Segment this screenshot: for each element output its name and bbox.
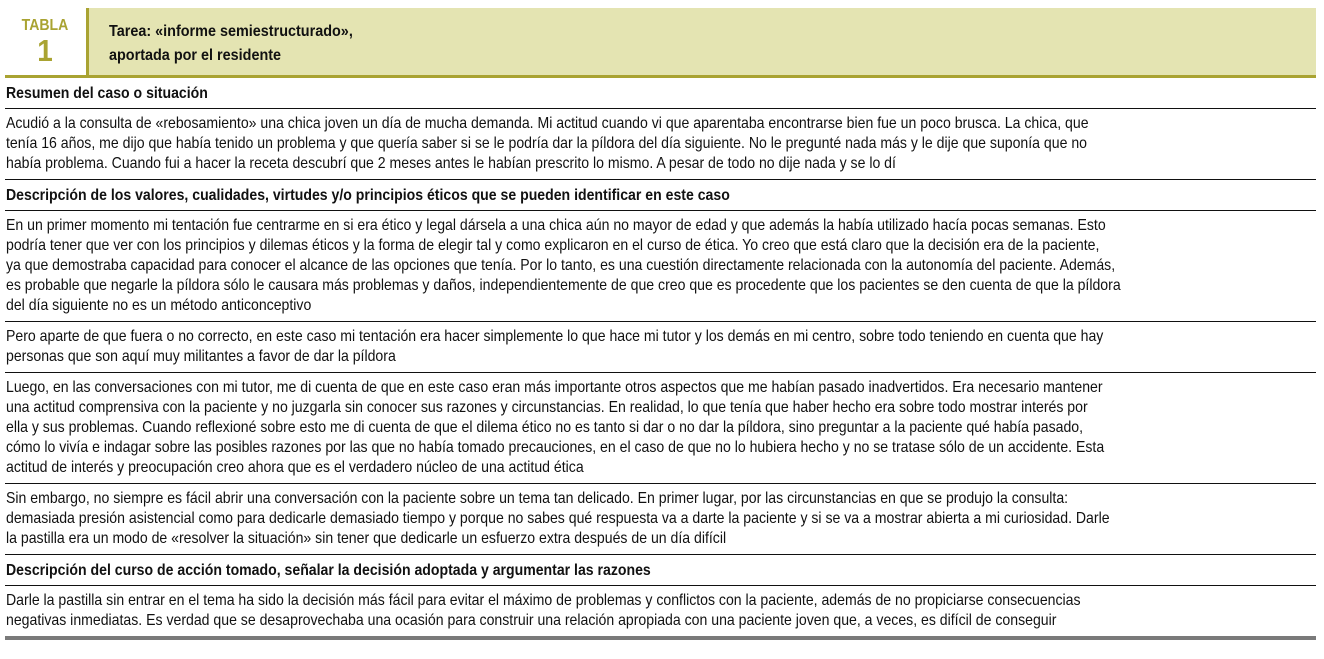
section-heading-summary [5, 78, 1316, 109]
paragraph-line: la pastilla era un modo de «resolver la situación» sin tener que dedicarle un esfuerzo extra después de un día difícil [6, 530, 727, 547]
paragraph-line: demasiada presión asistencial como para dedicarle demasiado tiempo y porque no sabes qué respuesta va a darte la paciente y si se va a mostrar abierta a mi curiosidad. Darle [6, 510, 1110, 527]
paragraph-line: una actitud comprensiva con la paciente y no juzgarla sin conocer sus razones y circunstancias. En realidad, lo que tenía que haber hecho era sobre todo mostrar interés por [6, 399, 1088, 416]
paragraph [5, 322, 1316, 373]
paragraph-line: cómo lo vivía e indagar sobre las posibles razones por las que no había tomado precauciones, en el caso de que no lo hubiera hecho y no se tratase sólo de un accidente. Esta [6, 439, 1105, 456]
paragraph-line: había problema. Cuando fui a hacer la receta descubrí que 2 meses antes le habían prescrito lo mismo. A pesar de todo no dije nada y se lo dí [6, 155, 896, 172]
paragraph [5, 586, 1316, 636]
footer-rule [5, 636, 1316, 640]
section-heading-text: Descripción del curso de acción tomado, señalar la decisión adoptada y argumentar las razones [6, 562, 651, 579]
paragraph-line: Acudió a la consulta de «rebosamiento» una chica joven un día de mucha demanda. Mi actitud cuando vi que aparentaba encontrarse bien fue un poco brusca. La chica, que [6, 115, 1089, 132]
paragraph-line: del día siguiente no es un método anticonceptivo [6, 297, 312, 314]
table-title-box [86, 8, 1316, 75]
paragraph-line: Sin embargo, no siempre es fácil abrir una conversación con la paciente sobre un tema tan delicado. En primer lugar, por las circunstancias en que se produjo la consulta: [6, 490, 1069, 507]
paragraph [5, 484, 1316, 555]
table-title-line-2: aportada por el residente [109, 47, 282, 64]
paragraph-line: negativas inmediatas. Es verdad que se desaprovechaba una ocasión para construir una relación apropiada con una paciente joven que, a veces, es difícil de conseguir [6, 612, 1057, 629]
paragraph [5, 109, 1316, 180]
table-badge-word: TABLA [21, 17, 69, 34]
section-heading-values [5, 180, 1316, 211]
table-badge [5, 8, 85, 75]
paragraph-line: podría tener que ver con los principios y dilemas éticos y la forma de elegir tal y como explicaron en el curso de ética. Yo creo que está claro que la decisión era de la paciente, [6, 237, 1100, 254]
paragraph [5, 373, 1316, 484]
paragraph-line: actitud de interés y preocupación creo ahora que es el verdadero núcleo de una actitud ética [6, 459, 584, 476]
paragraph-line: Luego, en las conversaciones con mi tutor, me di cuenta de que en este caso eran más importante otros aspectos que me habían pasado inadvertidos. Era necesario mantener [6, 379, 1103, 396]
paragraph-line: tenía 16 años, me dijo que había tenido un problema y que quería saber si se le podría dar la píldora del día siguiente. No le pregunté nada más y le dije que suponía que no [6, 135, 1087, 152]
paragraph-line: Pero aparte de que fuera o no correcto, en este caso mi tentación era hacer simplemente lo que hace mi tutor y los demás en mi centro, sobre todo teniendo en cuenta que hay [6, 328, 1104, 345]
section-heading-text: Resumen del caso o situación [6, 85, 208, 102]
table-document [5, 0, 1316, 640]
table-title-line-1: Tarea: «informe semiestructurado», [109, 23, 353, 40]
paragraph-line: personas que son aquí muy militantes a favor de dar la píldora [6, 348, 396, 365]
section-heading-course-of-action [5, 555, 1316, 586]
paragraph-line: Darle la pastilla sin entrar en el tema ha sido la decisión más fácil para evitar el máximo de problemas y conflictos con la paciente, además de no propiciarse consecuencias [6, 592, 1081, 609]
table-badge-number: 1 [37, 33, 53, 68]
paragraph-line: ella y sus problemas. Cuando reflexioné sobre esto me di cuenta de que el dilema ético no es tanto si dar o no dar la píldora, sino preguntar a la paciente qué había pasado, [6, 419, 1084, 436]
paragraph-line: es probable que negarle la píldora sólo le causara más problemas y daños, independientemente de que creo que es procedente que los pacientes se den cuenta de que la píldora [6, 277, 1121, 294]
table-header [5, 0, 1316, 75]
paragraph-line: ya que demostraba capacidad para conocer el alcance de las opciones que tenía. Por lo tanto, es una cuestión directamente relacionada con la autonomía del paciente. Además, [6, 257, 1116, 274]
section-heading-text: Descripción de los valores, cualidades, virtudes y/o principios éticos que se pueden identificar en este caso [6, 187, 730, 204]
paragraph-line: En un primer momento mi tentación fue centrarme en si era ético y legal dársela a una chica aún no mayor de edad y que además la había utilizado hacía pocas semanas. Esto [6, 217, 1106, 234]
paragraph [5, 211, 1316, 322]
